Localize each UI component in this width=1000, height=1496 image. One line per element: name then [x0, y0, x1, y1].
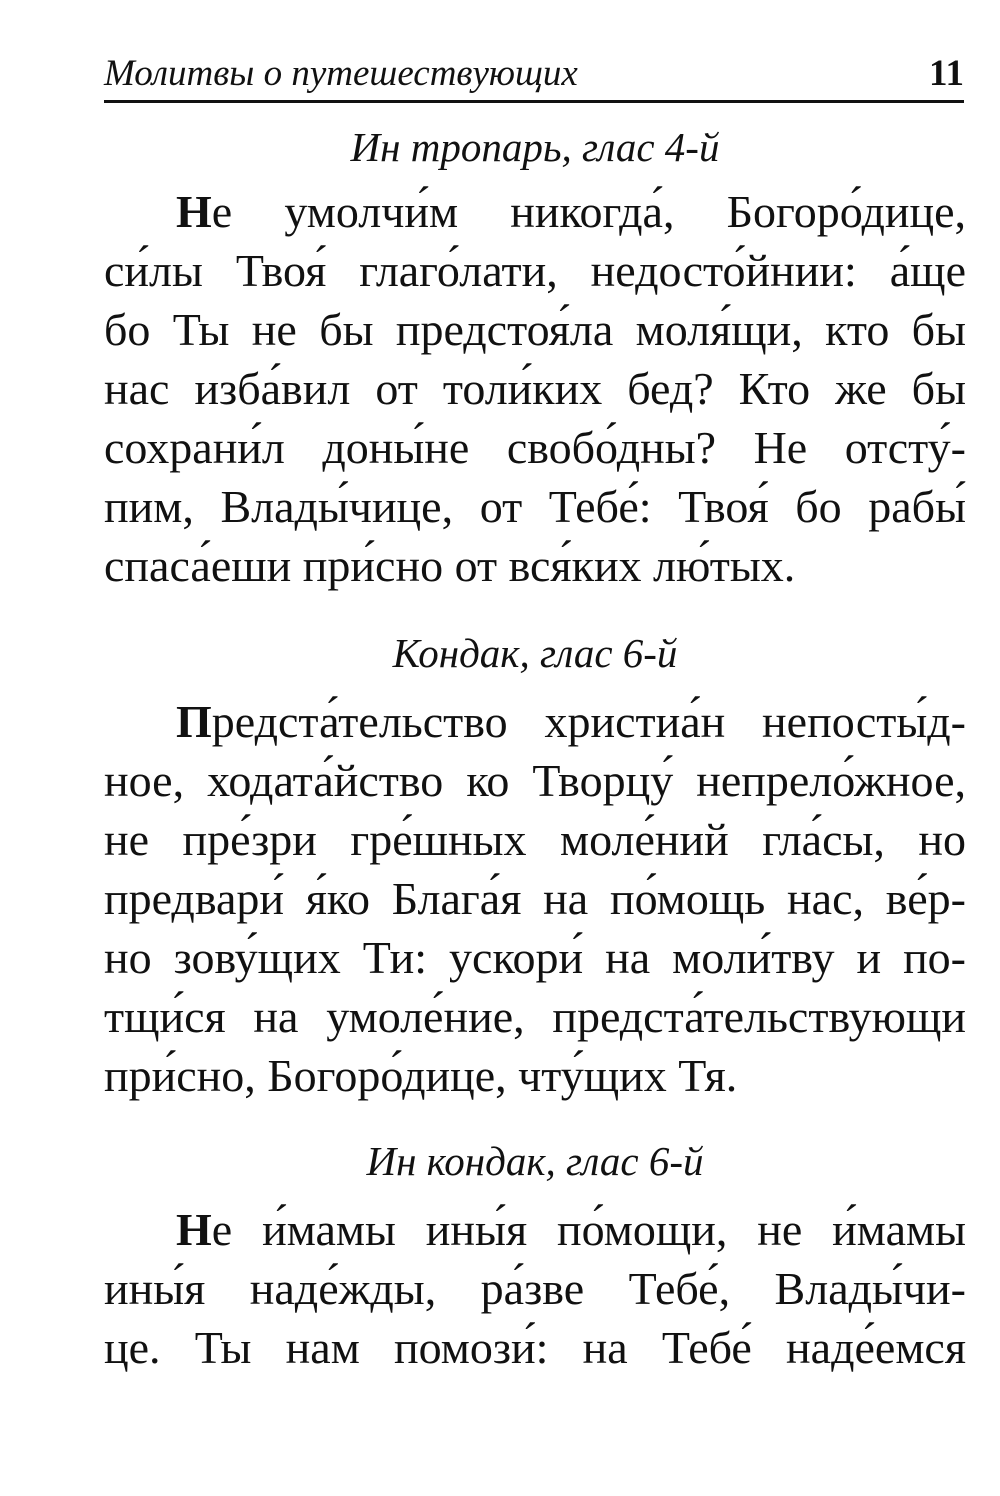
line-text: е и́мамы ины́я по́мощи, не и́мамы — [211, 1204, 966, 1255]
line-text: редста́тельство христиа́н непосты́д- — [211, 696, 966, 747]
paragraph-line: нас изба́вил от толи́ких бед? Кто же бы — [104, 363, 966, 414]
section-title: Ин тропарь, глас 4-й — [350, 124, 720, 170]
section-other-kontakion-tone-6 — [104, 1136, 966, 1377]
section-title: Ин кондак, глас 6-й — [366, 1138, 704, 1184]
section-title: Кондак, глас 6-й — [392, 630, 678, 676]
section-kontakion-tone-6 — [104, 628, 966, 1105]
paragraph-line: си́лы Твоя́ глаго́лати, недосто́йнии: а́ще — [104, 245, 966, 296]
section-troparion-tone-4 — [104, 122, 966, 595]
drop-initial: П — [176, 696, 212, 747]
paragraph-line: предвари́ я́ко Блага́я на по́мощь нас, ве́р- — [104, 873, 966, 924]
paragraph-line: бо Ты не бы предстоя́ла моля́щи, кто бы — [104, 304, 966, 355]
paragraph-line — [104, 1200, 966, 1259]
paragraph-line: це. Ты нам помози́: на Тебе́ наде́емся — [104, 1322, 966, 1373]
paragraph-line: при́сно, Богоро́дице, чту́щих Тя. — [104, 1050, 738, 1101]
line-text: е умолчи́м никогда́, Богоро́дице, — [211, 186, 966, 237]
paragraph-line: спаса́еши при́сно от вся́ких лю́тых. — [104, 540, 796, 591]
paragraph-line: не пре́зри гре́шных моле́ний гла́сы, но — [104, 814, 966, 865]
paragraph-line: тщи́ся на умоле́ние, предста́тельствующи — [104, 991, 966, 1042]
paragraph-line: ины́я наде́жды, ра́зве Тебе́, Влады́чи- — [104, 1263, 966, 1314]
running-title: Молитвы о путешествующих — [104, 53, 578, 94]
paragraph-line: сохрани́л доны́не свобо́дны? Не отсту́- — [104, 422, 966, 473]
running-header — [104, 48, 964, 103]
paragraph-line — [104, 182, 966, 241]
page-number: 11 — [929, 53, 964, 94]
paragraph-line: пим, Влады́чице, от Тебе́: Твоя́ бо рабы́ — [104, 481, 966, 532]
drop-initial: Н — [176, 1204, 212, 1255]
paragraph-line: ное, ходата́йство ко Творцу́ непрело́жное, — [104, 755, 966, 806]
drop-initial: Н — [176, 186, 212, 237]
paragraph-line — [104, 692, 966, 751]
paragraph-line: но зову́щих Ти: ускори́ на моли́тву и по- — [104, 932, 966, 983]
